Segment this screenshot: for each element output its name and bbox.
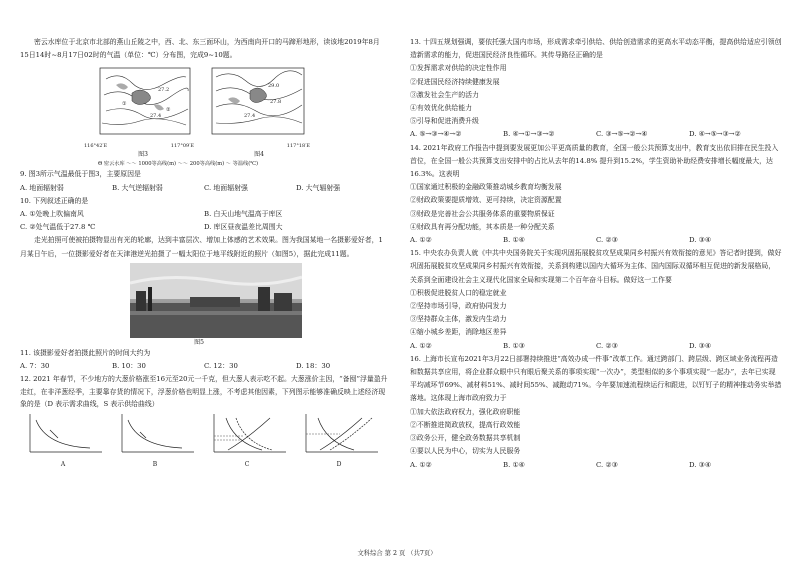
q14-option-b[interactable]: B. ①④ <box>503 236 525 245</box>
passage-intro: 密云水库位于北京市北部的燕山丘陵之中，西、北、东三面环山，为西南向开口的马蹄形地形，读该地2019年8月15日14时~8月17日02时的气温（单位：℃）分布图，完成9~10题。 <box>20 38 380 60</box>
q11-option-b[interactable]: B. 10：30 <box>112 362 146 371</box>
map4-caption: 图4 <box>254 151 264 159</box>
q9-options <box>20 182 388 195</box>
q16-item-4: ④要以人民为中心，切实为人民服务 <box>410 447 521 456</box>
temperature-maps <box>84 65 388 159</box>
harbor-photo <box>130 263 302 338</box>
q12-graph-d[interactable] <box>296 412 382 469</box>
q14-option-c[interactable]: C. ②③ <box>596 236 618 245</box>
page-footer: 文科综合 第 2 页 （共7页） <box>357 550 437 557</box>
q15-option-b[interactable]: B. ①③ <box>503 341 525 350</box>
q9-option-a[interactable]: A. 地面辐射弱 <box>20 183 64 192</box>
q12-graph-d-label: D <box>336 461 342 469</box>
q14-item-2: ②财政政策要提质增效、更可持续，决定资源配置 <box>410 196 562 205</box>
q16-option-b[interactable]: B. ①④ <box>503 460 525 469</box>
q11-option-a[interactable]: A. 7：30 <box>20 362 50 371</box>
q13-item-2: ②促进国民经济持续健康发展 <box>410 77 500 86</box>
q14-item-3: ③财政是完善社会公共服务体系的重要物质保证 <box>410 209 555 218</box>
svg-text:27.2: 27.2 <box>158 87 170 94</box>
q10-stem: 10. 下列叙述正确的是 <box>20 196 89 205</box>
q13-option-b[interactable]: B. ④→①→③→② <box>503 130 555 139</box>
q16-option-a[interactable]: A. ①② <box>410 460 432 469</box>
q16-item-1: ①加大依法政府权力，强化政府职能 <box>410 407 521 416</box>
q13-option-c[interactable]: C. ③→⑤→②→④ <box>596 130 648 139</box>
q16-options <box>410 459 782 472</box>
q15-item-4: ④缩小城乡差距，消除地区差异 <box>410 328 507 337</box>
photo-passage: 走光拍照可使被拍摄物显出有光的轮廓，达到丰富层次、增加上体感的艺术效果。图为我国某地一名摄影爱好者，1月某日午后，一位摄影爱好者在天津港逆光拍摄了一幅太阳位于地平线附近的照片（如图5），据此完成11题。 <box>20 236 383 258</box>
q10-options-row1 <box>20 208 388 221</box>
q14-item-4: ④财政具有再分配功能，其本质是一种分配关系 <box>410 222 555 231</box>
map3-lon-left: 116°42′E <box>84 143 108 150</box>
q13-stem: 13. 十四五规划强调，要依托强大国内市场，形成需求牵引供给、供给创造需求的更高水平动态平衡，提高供给适应引领创造新需求的能力，促进国民经济良性循环。其传导路径正确的是 <box>410 38 782 60</box>
q11-stem: 11. 该摄影爱好者拍摄此照片的时间大约为 <box>20 348 151 357</box>
svg-text:29.0: 29.0 <box>268 83 280 90</box>
q11-options <box>20 360 388 373</box>
q15-item-3: ③坚持群众主体，激发内生动力 <box>410 315 507 324</box>
map4-lon-right: 117°18′E <box>286 143 310 150</box>
q10-option-a[interactable]: A. ①处晚上吹偏南风 <box>20 210 84 219</box>
q13-item-4: ④有效优化供给能力 <box>410 104 473 113</box>
q11-option-c[interactable]: C. 12：30 <box>204 362 238 371</box>
q15-option-a[interactable]: A. ①② <box>410 341 432 350</box>
q13-item-3: ③激发社会生产的活力 <box>410 90 479 99</box>
q9-option-c[interactable]: C. 地面辐射强 <box>204 183 248 192</box>
q12-graph-a[interactable] <box>20 412 106 469</box>
q12-stem: 12. 2021 年春节，不少地方的大葱价格涨至16元至20元一千克，但大葱人表示吃不起。大葱涨价主因，“备囤”浮量盈升走红，在非洋葱经季，主要靠存货的情况下，浮葱价格也明显上涨，不考虑其他因素，下列图示能够准确反映上述经济现象的是（D 表示需求曲线，S 表示供给曲线） <box>20 375 388 409</box>
q14-stem: 14. 2021年政府工作报告中提到要发展更加公平更高质量的教育，全国一般公共预算支出中，教育支出依旧排在民生投入首位，在全国一般公共预算支出安排中的占比从去年的14.8% 提升到15.2%，学生资助补助经费安排增长幅度最大，达16.3%。这表明 <box>410 143 779 179</box>
right-column <box>410 36 782 472</box>
q16-option-c[interactable]: C. ②③ <box>596 460 618 469</box>
q12-graphs <box>20 412 388 469</box>
temperature-map-4 <box>208 65 310 143</box>
left-column <box>20 36 388 469</box>
q15-stem: 15. 中央农办负责人就《中共中央国务院关于实现巩固拓展脱贫攻坚成果同乡村振兴有效衔接的意见》答记者时提到，做好巩固拓展脱贫攻坚成果同乡村振兴有效衔接，关系到构建以国内大循环为主体、国内国际双循环相互促进的新发展格局，关系到全面建设社会主义现代化国家全局和实现第二个百年奋斗目标。做好这一工作要 <box>410 249 782 284</box>
temperature-map-3 <box>92 65 194 143</box>
q14-option-d[interactable]: D. ③④ <box>689 236 712 245</box>
map3-caption: 图3 <box>138 151 148 159</box>
q14-option-a[interactable]: A. ①② <box>410 236 432 245</box>
q13-option-d[interactable]: D. ④→⑤→③→② <box>689 130 741 139</box>
q13-item-5: ⑤引导和促进消费升级 <box>410 117 479 126</box>
q12-graph-b-label: B <box>152 461 158 469</box>
q13-option-a[interactable]: A. ⑤→③→④→② <box>410 130 462 139</box>
q12-graph-a-label: A <box>60 461 66 469</box>
map3-lon-right: 117°09′E <box>170 143 194 150</box>
svg-text:27.8: 27.8 <box>270 99 282 106</box>
q16-option-d[interactable]: D. ③④ <box>689 460 712 469</box>
svg-text:②: ② <box>166 107 171 114</box>
q12-graph-c[interactable] <box>204 412 290 469</box>
q10-option-c[interactable]: C. ②处气温低于27.8 ℃ <box>20 223 96 232</box>
q10-option-b[interactable]: B. 白天山地气温高于库区 <box>204 210 283 219</box>
q16-item-3: ③政务公开，健全政务数据共享机制 <box>410 434 521 443</box>
q9-option-b[interactable]: B. 大气逆辐射弱 <box>112 183 163 192</box>
q9-option-d[interactable]: D. 大气辐射强 <box>296 183 341 192</box>
q13-options <box>410 128 782 141</box>
q15-options <box>410 340 782 353</box>
q14-item-1: ①国家通过积极的金融政策推动城乡教育均衡发展 <box>410 183 562 192</box>
q16-stem: 16. 上海市长宣布2021年3月22日部署持续推进“高效办成一件事”改革工作。通过跨部门、跨层级、跨区域业务流程再造和数据共享应用，将企业群众眼中只有眼后聚关系的事项实现“一次办”，类型相似的多个事项实现“一起办”，去年已实现平均减环节69%、减材料51%、减时间55%、减跑动71%。今年要加速流程续运行和跟进，以钉钉子的精神推动务实举措落地。这体现上海市政府致力于 <box>410 354 782 403</box>
q15-option-c[interactable]: C. ②③ <box>596 341 618 350</box>
q13-item-1: ①发挥需求对供给的决定性作用 <box>410 64 507 73</box>
q15-option-d[interactable]: D. ③④ <box>689 341 712 350</box>
svg-text:①: ① <box>122 101 127 108</box>
q15-item-1: ①积极促进脱贫人口的稳定就业 <box>410 288 507 297</box>
map-legend: Θ 密云水库 ～～ 1000等高线(m) ～～ 200等高线(m) ～ 等温线(℃) <box>98 161 259 168</box>
q11-option-d[interactable]: D. 18：30 <box>296 362 331 371</box>
q16-item-2: ②不断推进简政放权，提高行政效能 <box>410 420 521 429</box>
q12-graph-b[interactable] <box>112 412 198 469</box>
q12-graph-c-label: C <box>244 461 250 469</box>
q9-stem: 9. 图3所示气温最低于图3，主要原因是 <box>20 170 141 179</box>
q10-option-d[interactable]: D. 库区昼夜温差比周围大 <box>204 223 283 232</box>
map-figure-3 <box>84 65 194 159</box>
svg-text:27.4: 27.4 <box>150 113 162 120</box>
q15-item-2: ②坚持市场引导，政府协同发力 <box>410 302 507 311</box>
svg-text:27.4: 27.4 <box>244 113 256 120</box>
photo-caption: 图5 <box>194 338 204 346</box>
q14-options <box>410 234 782 247</box>
map-figure-4 <box>208 65 310 159</box>
q10-options-row2 <box>20 221 388 234</box>
